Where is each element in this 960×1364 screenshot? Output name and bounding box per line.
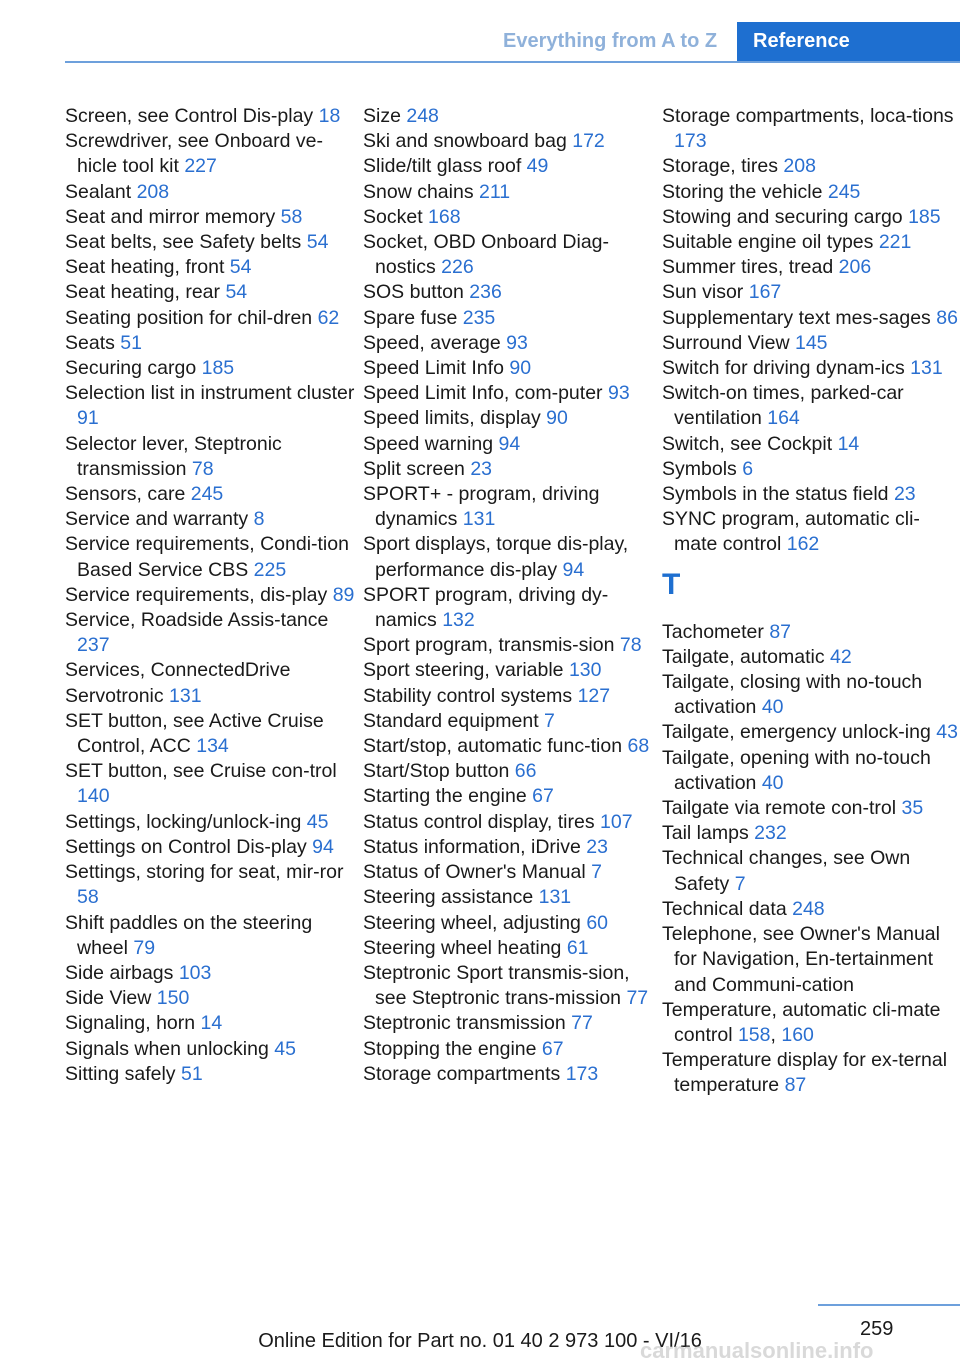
index-term: Tachometer (662, 620, 764, 643)
index-entry (662, 1048, 960, 1098)
index-entry (65, 306, 357, 331)
page-reference-link[interactable]: 93 (607, 382, 630, 405)
index-term: Steptronic transmission (363, 1012, 566, 1035)
index-term: Speed limits, display (363, 407, 541, 430)
page-header (0, 0, 960, 62)
index-term: Service and warranty (65, 508, 249, 531)
page-reference-link[interactable]: 14 (200, 1012, 223, 1035)
page-reference-link[interactable]: 227 (184, 155, 217, 178)
page-reference-link[interactable]: 134 (196, 735, 229, 758)
page-reference-link[interactable]: 68 (627, 735, 650, 758)
index-column-3 (662, 104, 960, 1099)
page-reference-link[interactable]: 93 (506, 331, 528, 354)
index-entry (662, 670, 960, 720)
index-term: Stopping the engine (363, 1037, 537, 1060)
page-reference-link[interactable]: 77 (571, 1012, 593, 1035)
page-reference-link[interactable]: 54 (225, 281, 248, 304)
index-entry (65, 860, 357, 910)
index-term: Sport displays, torque dis-play, performance dis-play (363, 533, 629, 581)
index-term: Sport program, transmis-sion (363, 634, 615, 657)
index-term: Seat and mirror memory (65, 205, 276, 228)
page-reference-link[interactable]: 14 (837, 432, 860, 455)
page-reference-link[interactable]: 8 (253, 508, 265, 531)
page-reference-link[interactable]: 40 (761, 696, 784, 719)
index-term: Tailgate, emergency unlock-ing (662, 721, 931, 744)
index-entry (65, 684, 357, 709)
index-entry: Temperature, automatic cli-mate control 158, 160 (662, 998, 941, 1046)
footer-edition: Online Edition for Part no. 01 40 2 973 100 - VI/16 (258, 1330, 702, 1352)
index-term: Steering wheel, adjusting (363, 911, 581, 934)
page-reference-link[interactable]: 167 (748, 281, 782, 304)
index-term: Telephone, see Owner's Manual for Navigation, En-tertainment and Communi-cation (662, 923, 940, 996)
index-term: Technical data (662, 897, 787, 920)
index-term: Ski and snowboard bag (363, 130, 567, 153)
index-entry (363, 331, 655, 356)
page-reference-link[interactable]: 58 (280, 205, 303, 228)
index-entry (363, 180, 655, 205)
index-term: Storage, tires (662, 155, 778, 178)
index-term: Services, ConnectedDrive (65, 659, 291, 682)
index-term: Status information, iDrive (363, 835, 581, 858)
page-reference-link[interactable]: 145 (794, 331, 828, 354)
index-entry (363, 936, 655, 961)
index-term: Securing cargo (65, 357, 197, 380)
page-reference-link[interactable]: 35 (901, 797, 924, 820)
index-term: Spare fuse (363, 306, 458, 329)
index-entry (65, 180, 357, 205)
page-reference-link[interactable]: 7 (591, 861, 602, 884)
index-term: Speed, average (363, 331, 501, 354)
index-entry (65, 129, 357, 179)
index-term: Temperature, automatic cli-mate control (662, 998, 941, 1046)
index-entry (363, 104, 655, 129)
section-title: Everything from A to Z (503, 30, 718, 52)
index-term: Screen, see Control Dis-play (65, 105, 314, 127)
index-entry (363, 784, 655, 809)
page-reference-link[interactable]: 211 (479, 180, 511, 203)
index-entry (363, 280, 655, 305)
index-term: Selection list in instrument cluster (65, 382, 355, 405)
index-entry (363, 230, 655, 280)
page-reference-link[interactable]: 66 (514, 760, 537, 783)
page-reference-link[interactable]: 168 (428, 205, 461, 228)
index-term: Service requirements, dis-play (65, 583, 328, 606)
index-entry (662, 280, 960, 305)
page-reference-link[interactable]: 235 (462, 306, 496, 329)
index-entry (662, 846, 960, 896)
page-reference-link[interactable]: 208 (783, 155, 816, 178)
index-entry (65, 205, 357, 230)
index-entry (662, 507, 960, 557)
index-term: Tailgate, automatic (662, 645, 825, 668)
index-term: SPORT+ - program, driving dynamics (363, 483, 600, 531)
index-entry (65, 280, 357, 305)
page-reference-link[interactable]: 62 (317, 306, 340, 329)
index-entry (662, 255, 960, 280)
index-term: Signals when unlocking (65, 1037, 269, 1060)
page-reference-link[interactable]: 248 (406, 105, 439, 127)
index-column-2 (363, 104, 655, 1087)
index-term: Steptronic Sport transmis-sion, see Steptronic trans-mission (363, 961, 630, 1010)
index-entry (363, 709, 655, 734)
page-reference-link[interactable]: 103 (178, 961, 212, 984)
index-entry (363, 860, 655, 885)
page-reference-link[interactable]: 61 (566, 936, 589, 959)
index-term: Settings on Control Dis-play (65, 835, 307, 858)
page-reference-link[interactable]: 67 (532, 785, 554, 808)
page-reference-link[interactable]: 43 (936, 721, 958, 744)
page-reference-link[interactable]: 94 (312, 835, 334, 858)
index-entry (363, 482, 655, 532)
watermark: carmanualsonline.info (640, 1338, 874, 1363)
page-reference-link[interactable]: 173 (674, 130, 707, 153)
page-reference-link[interactable]: 94 (498, 432, 521, 455)
index-term: Slide/tilt glass roof (363, 155, 522, 178)
page-reference-link[interactable]: 107 (600, 810, 633, 833)
header-rule (65, 61, 960, 63)
index-letter-heading: T (662, 567, 681, 601)
index-term: Selector lever, Steptronic transmission (65, 432, 282, 480)
index-term: SOS button (363, 281, 464, 304)
index-entry (65, 381, 357, 431)
index-term: Side airbags (65, 961, 174, 984)
index-entry (65, 230, 357, 255)
index-term: Switch for driving dynam-ics (662, 357, 905, 380)
page-reference-link[interactable]: 208 (136, 180, 170, 203)
index-entry (65, 482, 357, 507)
index-term: SET button, see Active Cruise Control, ACC (65, 709, 324, 758)
page-reference-link[interactable]: 127 (577, 684, 611, 707)
index-entry (662, 180, 960, 205)
page-reference-link[interactable]: 45 (306, 810, 329, 833)
index-term: Supplementary text mes-sages (662, 306, 931, 329)
page-reference-link[interactable]: 221 (878, 231, 912, 254)
index-entry (662, 356, 960, 381)
index-term: Technical changes, see Own Safety (662, 847, 911, 895)
index-term: SET button, see Cruise con-trol (65, 760, 337, 783)
index-entry (363, 734, 655, 759)
index-entry (363, 406, 655, 431)
index-term: Settings, storing for seat, mir-ror (65, 861, 344, 884)
index-term: Switch, see Cockpit (662, 432, 833, 455)
page-reference-link[interactable]: 162 (786, 533, 820, 556)
page-reference-link[interactable]: 87 (784, 1074, 807, 1097)
page-reference-link[interactable]: 237 (77, 634, 110, 657)
index-entry (363, 633, 655, 658)
index-entry (662, 482, 960, 507)
page-reference-link[interactable]: 60 (586, 911, 609, 934)
page-reference-link[interactable]: 51 (180, 1062, 203, 1085)
index-term: Switch-on times, parked-car ventilation (662, 382, 904, 430)
index-term: Summer tires, tread (662, 256, 834, 279)
index-entry (363, 1037, 655, 1062)
index-term: Service requirements, Condi-tion Based Service CBS (65, 533, 349, 581)
index-term: Split screen (363, 457, 465, 480)
index-entry (363, 432, 655, 457)
index-term: Start/stop, automatic func-tion (363, 735, 623, 758)
page-reference-link[interactable]: 23 (586, 835, 608, 858)
page-reference-link[interactable]: 185 (201, 357, 235, 380)
index-term: Sealant (65, 180, 132, 203)
index-entry (65, 986, 357, 1011)
index-entry (662, 620, 960, 645)
page-reference-link[interactable]: 89 (332, 583, 355, 606)
index-entry (662, 897, 960, 922)
page-reference-link[interactable]: 78 (191, 457, 214, 480)
index-term: Standard equipment (363, 709, 539, 732)
page-reference-link[interactable]: 90 (509, 357, 532, 380)
index-term: Tailgate, closing with no-touch activation (662, 671, 923, 719)
index-entry (363, 810, 655, 835)
index-term: Tailgate via remote con-trol (662, 797, 897, 820)
index-entry (65, 608, 357, 658)
index-term: Sensors, care (65, 483, 186, 506)
index-term: Sitting safely (65, 1062, 176, 1085)
index-term: Speed Limit Info (363, 357, 504, 380)
page-reference-link[interactable]: 236 (469, 281, 502, 304)
page-reference-link[interactable]: 18 (318, 105, 341, 127)
index-entry (363, 356, 655, 381)
page-reference-link[interactable]: 87 (769, 620, 792, 643)
page-reference-link[interactable]: 150 (156, 987, 190, 1010)
index-entry (65, 532, 357, 582)
index-term: Temperature display for ex-ternal temperature (662, 1049, 948, 1097)
page-reference-link[interactable]: 173 (565, 1062, 599, 1085)
page-reference-link[interactable]: 245 (190, 483, 224, 506)
index-entry (363, 532, 655, 582)
page-reference-link[interactable]: 185 (908, 205, 941, 228)
index-entry (363, 154, 655, 179)
index-entry (662, 432, 960, 457)
index-term: Size (363, 105, 401, 127)
index-entry (662, 205, 960, 230)
index-term: Symbols in the status field (662, 483, 889, 506)
index-entry (662, 230, 960, 255)
page-reference-link[interactable]: 77 (626, 987, 649, 1010)
index-term: Sun visor (662, 281, 744, 304)
page-reference-link[interactable]: 132 (442, 609, 475, 632)
index-entry (65, 1011, 357, 1036)
page-reference-link[interactable]: 6 (742, 457, 754, 480)
index-entry (65, 583, 357, 608)
index-entry (65, 104, 357, 129)
page-reference-link[interactable]: 131 (910, 357, 943, 380)
index-entry (363, 1011, 655, 1036)
index-term: Side View (65, 987, 152, 1010)
page-number-rule (818, 1304, 960, 1306)
page-reference-link[interactable]: 42 (830, 645, 852, 668)
page-reference-link[interactable]: 160 (781, 1023, 814, 1046)
index-term: Start/Stop button (363, 760, 510, 783)
index-entry (363, 129, 655, 154)
index-entry (65, 911, 357, 961)
index-term: Status of Owner's Manual (363, 861, 586, 884)
page-reference-link[interactable]: 172 (572, 130, 605, 153)
index-entry (65, 658, 357, 683)
index-term: Screwdriver, see Onboard ve-hicle tool kit (65, 130, 323, 178)
page-reference-link[interactable]: 245 (827, 180, 861, 203)
index-entry (65, 835, 357, 860)
index-entry (363, 885, 655, 910)
index-term: Storage compartments, loca-tions (662, 105, 954, 127)
page-reference-link[interactable]: 7 (544, 709, 555, 732)
index-term: Socket, OBD Onboard Diag-nostics (363, 231, 610, 279)
index-entry (363, 835, 655, 860)
page-reference-link[interactable]: 131 (538, 886, 572, 909)
index-column-1 (65, 104, 357, 1087)
index-entry (662, 796, 960, 821)
page-reference-link[interactable]: 23 (893, 483, 916, 506)
index-entry (65, 810, 357, 835)
index-entry (662, 922, 960, 998)
page-reference-link[interactable]: 45 (274, 1037, 296, 1060)
index-entry (363, 205, 655, 230)
index-term: Servotronic (65, 684, 164, 707)
index-entry (662, 154, 960, 179)
index-term: Steering wheel heating (363, 936, 562, 959)
index-entry (65, 331, 357, 356)
index-term: Seating position for chil-dren (65, 306, 313, 329)
page-reference-link[interactable]: 51 (120, 331, 142, 354)
index-term: Signaling, horn (65, 1012, 196, 1035)
index-entry (363, 457, 655, 482)
index-entry (65, 507, 357, 532)
index-entry (65, 1037, 357, 1062)
index-entry (65, 1062, 357, 1087)
index-entry (662, 645, 960, 670)
page-reference-link[interactable]: 94 (562, 558, 585, 581)
index-term: SPORT program, driving dy-namics (363, 583, 609, 632)
index-term: Seat belts, see Safety belts (65, 231, 302, 254)
index-entry (662, 720, 960, 745)
index-entry (65, 759, 357, 809)
index-entry (65, 255, 357, 280)
page-reference-link[interactable]: 248 (792, 897, 825, 920)
page-reference-link[interactable]: 90 (546, 407, 568, 430)
page-reference-link[interactable]: 86 (936, 306, 958, 329)
page-reference-link[interactable]: 158 (737, 1023, 771, 1046)
page-reference-link[interactable]: 206 (838, 256, 872, 279)
index-entry (65, 432, 357, 482)
page-reference-link[interactable]: 40 (761, 771, 784, 794)
index-term: Suitable engine oil types (662, 231, 874, 254)
index-entry (363, 961, 655, 1011)
page-reference-link[interactable]: 226 (441, 256, 474, 279)
index-term: Tail lamps (662, 822, 749, 845)
index-entry (363, 658, 655, 683)
index-term: Storage compartments (363, 1062, 561, 1085)
reference-tab: Reference (737, 22, 960, 62)
index-term: Seats (65, 331, 115, 354)
index-entry (662, 381, 960, 431)
index-entry (662, 457, 960, 482)
page-reference-link[interactable]: 79 (133, 936, 156, 959)
index-entry (662, 746, 960, 796)
index-term: Speed warning (363, 432, 494, 455)
index-entry (662, 331, 960, 356)
index-entry (662, 104, 960, 154)
page-reference-link[interactable]: 91 (77, 407, 99, 430)
page-reference-link[interactable]: 164 (767, 407, 800, 430)
page-reference-link[interactable]: 7 (734, 872, 746, 895)
index-term: Speed Limit Info, com-puter (363, 382, 603, 405)
index-entry (363, 759, 655, 784)
page-reference-link[interactable]: 54 (306, 231, 329, 254)
index-entry (65, 709, 357, 759)
index-entry (363, 684, 655, 709)
index-entry (363, 306, 655, 331)
index-term: Tailgate, opening with no-touch activation (662, 746, 931, 794)
index-term: Storing the vehicle (662, 180, 823, 203)
page-reference-link[interactable]: 140 (77, 785, 110, 808)
index-term: Stowing and securing cargo (662, 205, 903, 228)
index-term: Surround View (662, 331, 790, 354)
page-reference-link[interactable]: 232 (754, 822, 787, 845)
page-reference-link[interactable]: 58 (77, 886, 99, 909)
index-entry (363, 381, 655, 406)
index-term: Starting the engine (363, 785, 527, 808)
page-reference-link[interactable]: 225 (253, 558, 287, 581)
index-term: Socket (363, 205, 423, 228)
page-reference-link[interactable]: 130 (568, 659, 602, 682)
page-number: 259 (860, 1318, 894, 1340)
page-reference-link[interactable]: 131 (169, 684, 202, 707)
page-reference-link[interactable]: 23 (470, 457, 493, 480)
index-term: Service, Roadside Assis-tance (65, 609, 329, 632)
index-term: Symbols (662, 457, 737, 480)
index-entry (363, 911, 655, 936)
index-term: SYNC program, automatic cli-mate control (662, 508, 920, 556)
page-reference-link[interactable]: 131 (462, 508, 496, 531)
index-term: Status control display, tires (363, 810, 595, 833)
index-term: Steering assistance (363, 886, 534, 909)
index-entry (662, 821, 960, 846)
index-term: Snow chains (363, 180, 474, 203)
index-term: Sport steering, variable (363, 659, 564, 682)
page-reference-link[interactable]: 78 (619, 634, 642, 657)
index-entry (363, 1062, 655, 1087)
index-term: Shift paddles on the steering wheel (65, 911, 313, 959)
index-entry (65, 961, 357, 986)
index-term: Stability control systems (363, 684, 573, 707)
index-entry (65, 356, 357, 381)
index-term: Seat heating, rear (65, 281, 221, 304)
index-term: Settings, locking/unlock-ing (65, 810, 302, 833)
page-reference-link[interactable]: 49 (526, 155, 549, 178)
index-entry (363, 583, 655, 633)
page-reference-link[interactable]: 54 (229, 256, 252, 279)
index-entry (662, 306, 960, 331)
page-reference-link[interactable]: 67 (541, 1037, 564, 1060)
index-term: Seat heating, front (65, 256, 225, 279)
